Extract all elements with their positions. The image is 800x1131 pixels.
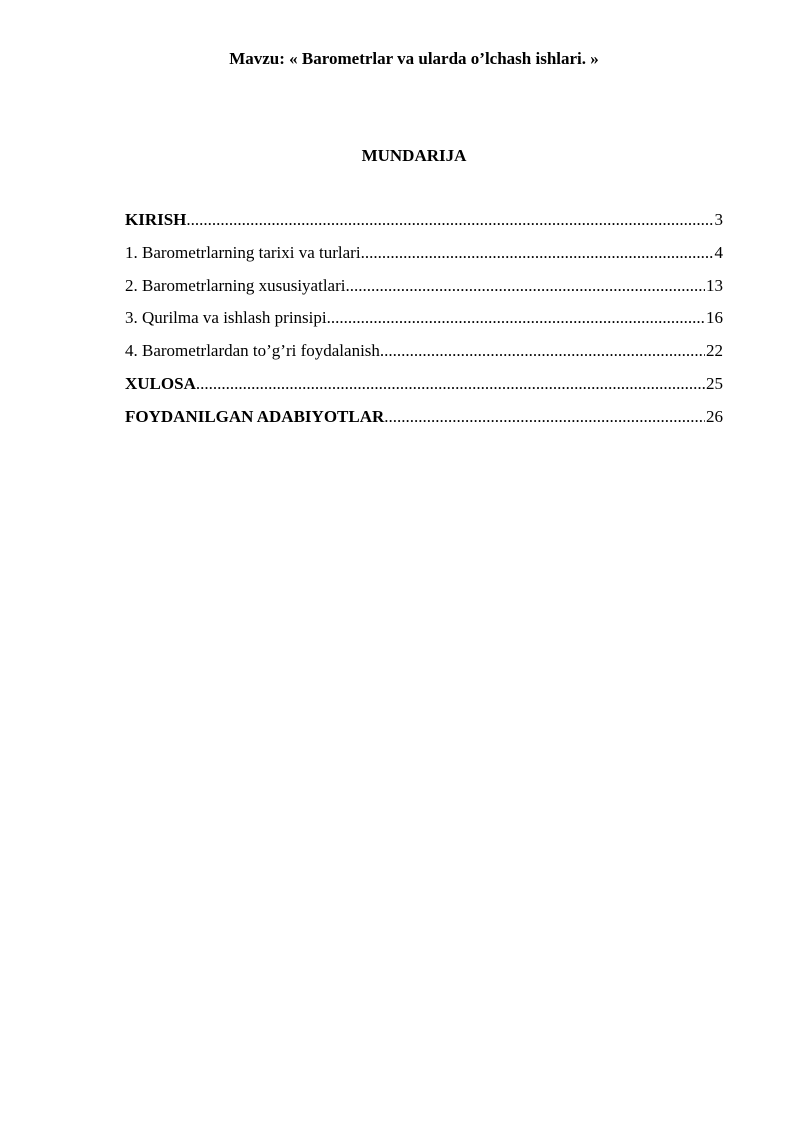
toc-page-number: 3	[714, 210, 723, 229]
toc-entry-references[interactable]	[125, 406, 723, 439]
dot-leader	[345, 275, 705, 297]
dot-leader	[384, 406, 705, 428]
table-of-contents	[125, 209, 723, 439]
topic-title: Mavzu: « Barometrlar va ularda o’lchash ishlari. »	[229, 49, 599, 68]
toc-entry-label: KIRISH	[125, 210, 187, 229]
toc-page-number: 13	[706, 275, 723, 295]
toc-page-number: 4	[714, 242, 723, 262]
dot-leader	[380, 340, 705, 362]
toc-entry-label: 3. Qurilma va ishlash prinsipi	[125, 308, 327, 328]
toc-page-number: 26	[706, 406, 723, 426]
toc-page-number: 22	[706, 341, 723, 361]
toc-entry-chapter-2[interactable]	[125, 275, 723, 308]
toc-entry-chapter-3[interactable]	[125, 307, 723, 340]
toc-page-number: 25	[706, 373, 723, 393]
toc-entry-chapter-4[interactable]	[125, 340, 723, 373]
toc-entry-xulosa[interactable]	[125, 373, 723, 406]
toc-entry-label: FOYDANILGAN ADABIYOTLAR	[125, 406, 385, 426]
dot-leader	[361, 242, 714, 264]
toc-entry-chapter-1[interactable]	[125, 242, 723, 275]
toc-entry-kirish[interactable]	[125, 209, 723, 242]
dot-leader	[196, 373, 705, 395]
toc-entry-label: XULOSA	[125, 373, 196, 393]
dot-leader	[327, 307, 705, 329]
toc-page-number: 16	[706, 308, 723, 328]
dot-leader	[186, 209, 713, 231]
toc-entry-label: 2. Barometrlarning xususiyatlari	[125, 275, 346, 295]
toc-heading: MUNDARIJA	[361, 146, 467, 165]
toc-entry-label: 4. Barometrlardan to’g’ri foydalanish	[125, 341, 380, 361]
toc-entry-label: 1. Barometrlarning tarixi va turlari	[125, 242, 361, 262]
